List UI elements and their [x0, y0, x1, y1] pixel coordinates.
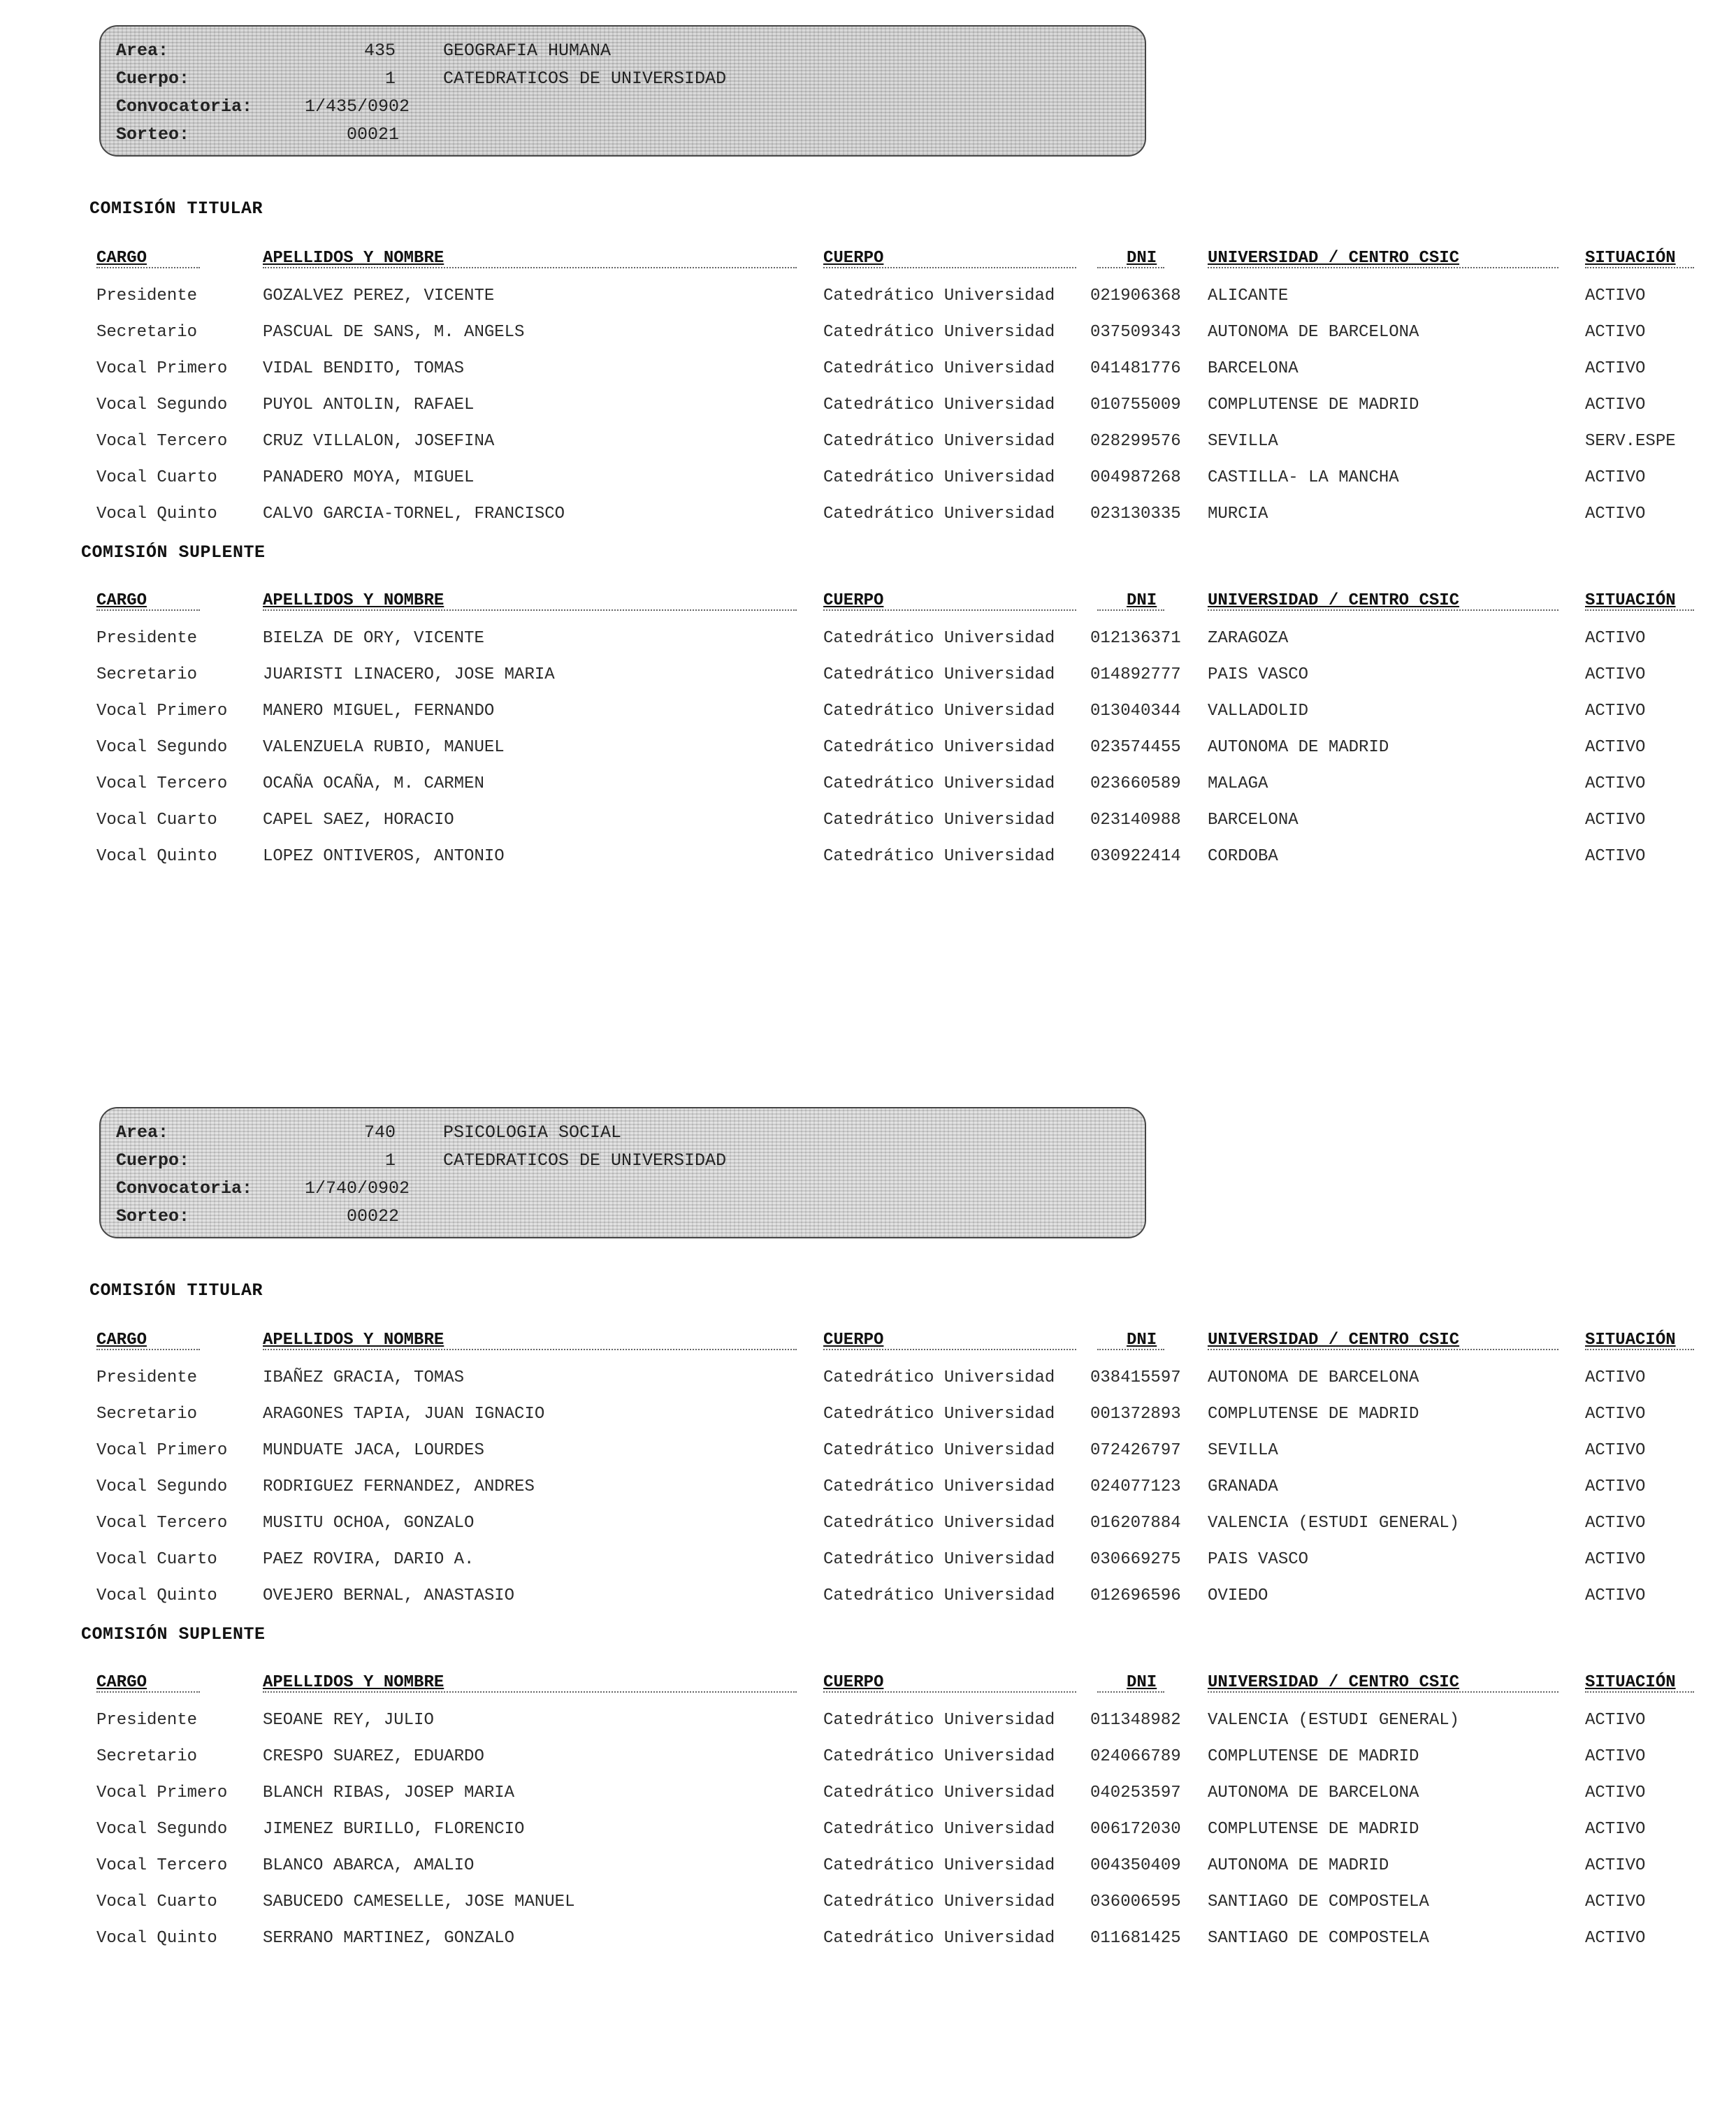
- header-universidad: UNIVERSIDAD / CENTRO CSIC: [1208, 1673, 1460, 1692]
- cell-universidad: COMPLUTENSE DE MADRID: [1208, 1405, 1419, 1424]
- cell-cuerpo: Catedrático Universidad: [823, 774, 1055, 793]
- cell-cuerpo: Catedrático Universidad: [823, 738, 1055, 757]
- cell-cargo: Vocal Segundo: [96, 396, 228, 414]
- cell-cuerpo: Catedrático Universidad: [823, 1784, 1055, 1802]
- cell-cuerpo: Catedrático Universidad: [823, 468, 1055, 487]
- cell-nombre: CRUZ VILLALON, JOSEFINA: [263, 432, 495, 451]
- cell-nombre: IBAÑEZ GRACIA, TOMAS: [263, 1368, 465, 1387]
- cell-cargo: Vocal Primero: [96, 359, 228, 378]
- cell-nombre: MANERO MIGUEL, FERNANDO: [263, 702, 495, 721]
- info-value-cuerpo-code: 1: [384, 1150, 396, 1171]
- cell-dni: 006172030: [1090, 1820, 1181, 1839]
- header-universidad: UNIVERSIDAD / CENTRO CSIC: [1208, 249, 1460, 268]
- cell-situacion: SERV.ESPE: [1585, 432, 1676, 451]
- table-row: [0, 1811, 1736, 1848]
- cell-universidad: AUTONOMA DE BARCELONA: [1208, 1784, 1419, 1802]
- cell-cargo: Vocal Quinto: [96, 505, 217, 523]
- cell-nombre: CALVO GARCIA-TORNEL, FRANCISCO: [263, 505, 565, 523]
- cell-cuerpo: Catedrático Universidad: [823, 1514, 1055, 1533]
- cell-situacion: ACTIVO: [1585, 1550, 1646, 1569]
- cell-cuerpo: Catedrático Universidad: [823, 505, 1055, 523]
- cell-situacion: ACTIVO: [1585, 738, 1646, 757]
- table-row: [0, 730, 1736, 766]
- cell-dni: 011681425: [1090, 1929, 1181, 1948]
- cell-nombre: SERRANO MARTINEZ, GONZALO: [263, 1929, 515, 1948]
- cell-situacion: ACTIVO: [1585, 1893, 1646, 1911]
- cell-cargo: Vocal Segundo: [96, 1820, 228, 1839]
- info-box: [99, 1107, 1146, 1238]
- cell-nombre: MUNDUATE JACA, LOURDES: [263, 1441, 484, 1460]
- table-row: [0, 278, 1736, 314]
- cell-nombre: PUYOL ANTOLIN, RAFAEL: [263, 396, 475, 414]
- cell-dni: 023574455: [1090, 738, 1181, 757]
- info-label: Area:: [116, 1122, 169, 1143]
- cell-universidad: AUTONOMA DE BARCELONA: [1208, 323, 1419, 342]
- cell-universidad: SEVILLA: [1208, 432, 1278, 451]
- cell-cuerpo: Catedrático Universidad: [823, 1856, 1055, 1875]
- cell-dni: 030922414: [1090, 847, 1181, 866]
- cell-nombre: MUSITU OCHOA, GONZALO: [263, 1514, 475, 1533]
- cell-universidad: COMPLUTENSE DE MADRID: [1208, 1820, 1419, 1839]
- cell-dni: 023130335: [1090, 505, 1181, 523]
- table-row: [0, 1360, 1736, 1396]
- cell-nombre: PASCUAL DE SANS, M. ANGELS: [263, 323, 525, 342]
- table-row: [0, 621, 1736, 657]
- header-cuerpo: CUERPO: [823, 1673, 884, 1692]
- cell-nombre: SABUCEDO CAMESELLE, JOSE MANUEL: [263, 1893, 575, 1911]
- cell-cuerpo: Catedrático Universidad: [823, 323, 1055, 342]
- info-label: Sorteo:: [116, 124, 190, 145]
- cell-cargo: Secretario: [96, 1405, 198, 1424]
- info-label: Cuerpo:: [116, 68, 190, 89]
- header-situacion: SITUACIÓN: [1585, 249, 1676, 268]
- header-nombre: APELLIDOS Y NOMBRE: [263, 591, 444, 610]
- cell-cargo: Vocal Tercero: [96, 1514, 228, 1533]
- header-nombre: APELLIDOS Y NOMBRE: [263, 1331, 444, 1350]
- cell-cuerpo: Catedrático Universidad: [823, 432, 1055, 451]
- table-row: [0, 1739, 1736, 1775]
- cell-cuerpo: Catedrático Universidad: [823, 1550, 1055, 1569]
- table-row: [0, 1884, 1736, 1920]
- cell-dni: 010755009: [1090, 396, 1181, 414]
- cell-universidad: SANTIAGO DE COMPOSTELA: [1208, 1893, 1429, 1911]
- committee-table-titular: [0, 240, 1736, 533]
- cell-universidad: AUTONOMA DE BARCELONA: [1208, 1368, 1419, 1387]
- cell-cargo: Vocal Primero: [96, 1784, 228, 1802]
- table-row: [0, 460, 1736, 496]
- header-dni: DNI: [1127, 1673, 1157, 1692]
- cell-cargo: Presidente: [96, 1368, 198, 1387]
- cell-situacion: ACTIVO: [1585, 1405, 1646, 1424]
- cell-situacion: ACTIVO: [1585, 396, 1646, 414]
- cell-nombre: RODRIGUEZ FERNANDEZ, ANDRES: [263, 1477, 535, 1496]
- cell-dni: 072426797: [1090, 1441, 1181, 1460]
- committee-table-suplente: [0, 583, 1736, 875]
- cell-cuerpo: Catedrático Universidad: [823, 1711, 1055, 1730]
- cell-situacion: ACTIVO: [1585, 774, 1646, 793]
- table-row: [0, 1433, 1736, 1469]
- table-row: [0, 1702, 1736, 1739]
- committee-table-titular: [0, 1322, 1736, 1614]
- cell-cargo: Presidente: [96, 1711, 198, 1730]
- header-cuerpo: CUERPO: [823, 249, 884, 268]
- cell-universidad: VALENCIA (ESTUDI GENERAL): [1208, 1514, 1460, 1533]
- info-label: Convocatoria:: [116, 1178, 253, 1199]
- cell-nombre: BLANCH RIBAS, JOSEP MARIA: [263, 1784, 515, 1802]
- cell-universidad: SEVILLA: [1208, 1441, 1278, 1460]
- header-cargo: CARGO: [96, 591, 147, 610]
- cell-universidad: ZARAGOZA: [1208, 629, 1289, 648]
- cell-cuerpo: Catedrático Universidad: [823, 1477, 1055, 1496]
- cell-situacion: ACTIVO: [1585, 1514, 1646, 1533]
- cell-cargo: Vocal Cuarto: [96, 811, 217, 830]
- cell-cuerpo: Catedrático Universidad: [823, 702, 1055, 721]
- cell-situacion: ACTIVO: [1585, 665, 1646, 684]
- cell-universidad: AUTONOMA DE MADRID: [1208, 1856, 1389, 1875]
- cell-cargo: Vocal Quinto: [96, 1586, 217, 1605]
- table-header: [0, 240, 1736, 278]
- table-row: [0, 1775, 1736, 1811]
- cell-dni: 030669275: [1090, 1550, 1181, 1569]
- header-nombre: APELLIDOS Y NOMBRE: [263, 249, 444, 268]
- info-value-sorteo: 00022: [347, 1206, 400, 1227]
- cell-cargo: Vocal Cuarto: [96, 1893, 217, 1911]
- cell-cargo: Vocal Tercero: [96, 774, 228, 793]
- cell-universidad: CASTILLA- LA MANCHA: [1208, 468, 1399, 487]
- cell-nombre: JUARISTI LINACERO, JOSE MARIA: [263, 665, 555, 684]
- cell-situacion: ACTIVO: [1585, 505, 1646, 523]
- cell-situacion: ACTIVO: [1585, 1441, 1646, 1460]
- cell-dni: 028299576: [1090, 432, 1181, 451]
- cell-cuerpo: Catedrático Universidad: [823, 1368, 1055, 1387]
- cell-nombre: OCAÑA OCAÑA, M. CARMEN: [263, 774, 484, 793]
- cell-cuerpo: Catedrático Universidad: [823, 1441, 1055, 1460]
- cell-universidad: BARCELONA: [1208, 811, 1299, 830]
- cell-cargo: Secretario: [96, 323, 198, 342]
- cell-universidad: BARCELONA: [1208, 359, 1299, 378]
- info-value-convocatoria: 1/435/0902: [305, 96, 410, 117]
- cell-universidad: PAIS VASCO: [1208, 665, 1309, 684]
- section-title-titular: COMISIÓN TITULAR: [89, 198, 263, 219]
- table-row: [0, 496, 1736, 533]
- cell-cuerpo: Catedrático Universidad: [823, 1586, 1055, 1605]
- header-universidad: UNIVERSIDAD / CENTRO CSIC: [1208, 591, 1460, 610]
- cell-nombre: PANADERO MOYA, MIGUEL: [263, 468, 475, 487]
- header-cargo: CARGO: [96, 1331, 147, 1350]
- info-label: Convocatoria:: [116, 96, 253, 117]
- cell-situacion: ACTIVO: [1585, 1477, 1646, 1496]
- cell-cargo: Secretario: [96, 665, 198, 684]
- info-value-cuerpo-code: 1: [384, 68, 396, 89]
- cell-nombre: VIDAL BENDITO, TOMAS: [263, 359, 465, 378]
- cell-dni: 014892777: [1090, 665, 1181, 684]
- info-label: Cuerpo:: [116, 1150, 190, 1171]
- cell-cuerpo: Catedrático Universidad: [823, 359, 1055, 378]
- table-header: [0, 1665, 1736, 1702]
- cell-situacion: ACTIVO: [1585, 811, 1646, 830]
- cell-cargo: Vocal Tercero: [96, 1856, 228, 1875]
- cell-universidad: PAIS VASCO: [1208, 1550, 1309, 1569]
- table-row: [0, 1920, 1736, 1957]
- cell-cuerpo: Catedrático Universidad: [823, 1929, 1055, 1948]
- cell-dni: 004350409: [1090, 1856, 1181, 1875]
- cell-situacion: ACTIVO: [1585, 702, 1646, 721]
- header-dni: DNI: [1127, 249, 1157, 268]
- table-row: [0, 802, 1736, 839]
- cell-cuerpo: Catedrático Universidad: [823, 287, 1055, 305]
- cell-cuerpo: Catedrático Universidad: [823, 811, 1055, 830]
- cell-universidad: MALAGA: [1208, 774, 1268, 793]
- cell-situacion: ACTIVO: [1585, 468, 1646, 487]
- info-label: Sorteo:: [116, 1206, 190, 1227]
- table-row: [0, 314, 1736, 351]
- cell-nombre: BIELZA DE ORY, VICENTE: [263, 629, 484, 648]
- cell-dni: 024066789: [1090, 1747, 1181, 1766]
- cell-cuerpo: Catedrático Universidad: [823, 629, 1055, 648]
- cell-cargo: Presidente: [96, 629, 198, 648]
- cell-situacion: ACTIVO: [1585, 1856, 1646, 1875]
- info-value-convocatoria: 1/740/0902: [305, 1178, 410, 1199]
- info-value-sorteo: 00021: [347, 124, 400, 145]
- table-row: [0, 1469, 1736, 1505]
- info-label: Area:: [116, 41, 169, 61]
- info-value-area-name: PSICOLOGIA SOCIAL: [443, 1122, 622, 1143]
- info-box: [99, 25, 1146, 157]
- table-row: [0, 424, 1736, 460]
- cell-universidad: COMPLUTENSE DE MADRID: [1208, 1747, 1419, 1766]
- table-row: [0, 657, 1736, 693]
- info-value-cuerpo-name: CATEDRATICOS DE UNIVERSIDAD: [443, 1150, 727, 1171]
- header-dni: DNI: [1127, 1331, 1157, 1350]
- cell-cargo: Vocal Cuarto: [96, 1550, 217, 1569]
- cell-dni: 016207884: [1090, 1514, 1181, 1533]
- cell-universidad: COMPLUTENSE DE MADRID: [1208, 396, 1419, 414]
- cell-cargo: Vocal Primero: [96, 702, 228, 721]
- cell-cuerpo: Catedrático Universidad: [823, 1747, 1055, 1766]
- cell-dni: 021906368: [1090, 287, 1181, 305]
- cell-dni: 013040344: [1090, 702, 1181, 721]
- header-cuerpo: CUERPO: [823, 591, 884, 610]
- section-title-suplente: COMISIÓN SUPLENTE: [81, 1624, 266, 1644]
- cell-cuerpo: Catedrático Universidad: [823, 396, 1055, 414]
- cell-cargo: Vocal Primero: [96, 1441, 228, 1460]
- table-header: [0, 1322, 1736, 1360]
- cell-cargo: Vocal Segundo: [96, 738, 228, 757]
- cell-nombre: PAEZ ROVIRA, DARIO A.: [263, 1550, 475, 1569]
- section-title-suplente: COMISIÓN SUPLENTE: [81, 542, 266, 563]
- cell-universidad: OVIEDO: [1208, 1586, 1268, 1605]
- cell-situacion: ACTIVO: [1585, 1368, 1646, 1387]
- table-row: [0, 1542, 1736, 1578]
- cell-universidad: GRANADA: [1208, 1477, 1278, 1496]
- cell-nombre: GOZALVEZ PEREZ, VICENTE: [263, 287, 495, 305]
- cell-dni: 024077123: [1090, 1477, 1181, 1496]
- table-row: [0, 1848, 1736, 1884]
- cell-nombre: LOPEZ ONTIVEROS, ANTONIO: [263, 847, 505, 866]
- cell-nombre: JIMENEZ BURILLO, FLORENCIO: [263, 1820, 525, 1839]
- cell-universidad: CORDOBA: [1208, 847, 1278, 866]
- cell-cargo: Vocal Tercero: [96, 432, 228, 451]
- table-row: [0, 387, 1736, 424]
- cell-cuerpo: Catedrático Universidad: [823, 665, 1055, 684]
- cell-universidad: ALICANTE: [1208, 287, 1289, 305]
- cell-nombre: SEOANE REY, JULIO: [263, 1711, 434, 1730]
- cell-cuerpo: Catedrático Universidad: [823, 1405, 1055, 1424]
- cell-situacion: ACTIVO: [1585, 359, 1646, 378]
- cell-cargo: Vocal Cuarto: [96, 468, 217, 487]
- cell-cuerpo: Catedrático Universidad: [823, 1820, 1055, 1839]
- table-row: [0, 839, 1736, 875]
- cell-cargo: Vocal Quinto: [96, 1929, 217, 1948]
- cell-universidad: VALENCIA (ESTUDI GENERAL): [1208, 1711, 1460, 1730]
- cell-nombre: ARAGONES TAPIA, JUAN IGNACIO: [263, 1405, 545, 1424]
- cell-dni: 036006595: [1090, 1893, 1181, 1911]
- cell-dni: 023660589: [1090, 774, 1181, 793]
- cell-cargo: Presidente: [96, 287, 198, 305]
- header-cargo: CARGO: [96, 249, 147, 268]
- table-row: [0, 1505, 1736, 1542]
- cell-situacion: ACTIVO: [1585, 1784, 1646, 1802]
- cell-cuerpo: Catedrático Universidad: [823, 847, 1055, 866]
- info-value-area-code: 435: [363, 41, 396, 61]
- cell-nombre: CAPEL SAEZ, HORACIO: [263, 811, 454, 830]
- cell-situacion: ACTIVO: [1585, 1929, 1646, 1948]
- table-header: [0, 583, 1736, 621]
- section-title-titular: COMISIÓN TITULAR: [89, 1280, 263, 1301]
- cell-situacion: ACTIVO: [1585, 323, 1646, 342]
- cell-dni: 012136371: [1090, 629, 1181, 648]
- cell-situacion: ACTIVO: [1585, 629, 1646, 648]
- table-row: [0, 766, 1736, 802]
- cell-universidad: VALLADOLID: [1208, 702, 1309, 721]
- header-situacion: SITUACIÓN: [1585, 1331, 1676, 1350]
- cell-nombre: BLANCO ABARCA, AMALIO: [263, 1856, 475, 1875]
- info-value-area-name: GEOGRAFIA HUMANA: [443, 41, 612, 61]
- table-row: [0, 351, 1736, 387]
- cell-universidad: SANTIAGO DE COMPOSTELA: [1208, 1929, 1429, 1948]
- cell-nombre: CRESPO SUAREZ, EDUARDO: [263, 1747, 484, 1766]
- header-situacion: SITUACIÓN: [1585, 591, 1676, 610]
- cell-dni: 041481776: [1090, 359, 1181, 378]
- cell-dni: 004987268: [1090, 468, 1181, 487]
- cell-cuerpo: Catedrático Universidad: [823, 1893, 1055, 1911]
- cell-dni: 012696596: [1090, 1586, 1181, 1605]
- cell-nombre: VALENZUELA RUBIO, MANUEL: [263, 738, 505, 757]
- cell-cargo: Vocal Segundo: [96, 1477, 228, 1496]
- table-row: [0, 693, 1736, 730]
- info-value-area-code: 740: [363, 1122, 396, 1143]
- cell-dni: 001372893: [1090, 1405, 1181, 1424]
- header-situacion: SITUACIÓN: [1585, 1673, 1676, 1692]
- cell-situacion: ACTIVO: [1585, 1711, 1646, 1730]
- cell-universidad: MURCIA: [1208, 505, 1268, 523]
- cell-dni: 037509343: [1090, 323, 1181, 342]
- cell-dni: 038415597: [1090, 1368, 1181, 1387]
- info-value-cuerpo-name: CATEDRATICOS DE UNIVERSIDAD: [443, 68, 727, 89]
- cell-dni: 011348982: [1090, 1711, 1181, 1730]
- cell-situacion: ACTIVO: [1585, 287, 1646, 305]
- header-universidad: UNIVERSIDAD / CENTRO CSIC: [1208, 1331, 1460, 1350]
- cell-dni: 023140988: [1090, 811, 1181, 830]
- committee-table-suplente: [0, 1665, 1736, 1957]
- header-dni: DNI: [1127, 591, 1157, 610]
- cell-situacion: ACTIVO: [1585, 1747, 1646, 1766]
- cell-situacion: ACTIVO: [1585, 1586, 1646, 1605]
- table-row: [0, 1396, 1736, 1433]
- cell-nombre: OVEJERO BERNAL, ANASTASIO: [263, 1586, 515, 1605]
- cell-dni: 040253597: [1090, 1784, 1181, 1802]
- header-nombre: APELLIDOS Y NOMBRE: [263, 1673, 444, 1692]
- header-cuerpo: CUERPO: [823, 1331, 884, 1350]
- table-row: [0, 1578, 1736, 1614]
- cell-cargo: Vocal Quinto: [96, 847, 217, 866]
- cell-universidad: AUTONOMA DE MADRID: [1208, 738, 1389, 757]
- header-cargo: CARGO: [96, 1673, 147, 1692]
- cell-cargo: Secretario: [96, 1747, 198, 1766]
- cell-situacion: ACTIVO: [1585, 1820, 1646, 1839]
- cell-situacion: ACTIVO: [1585, 847, 1646, 866]
